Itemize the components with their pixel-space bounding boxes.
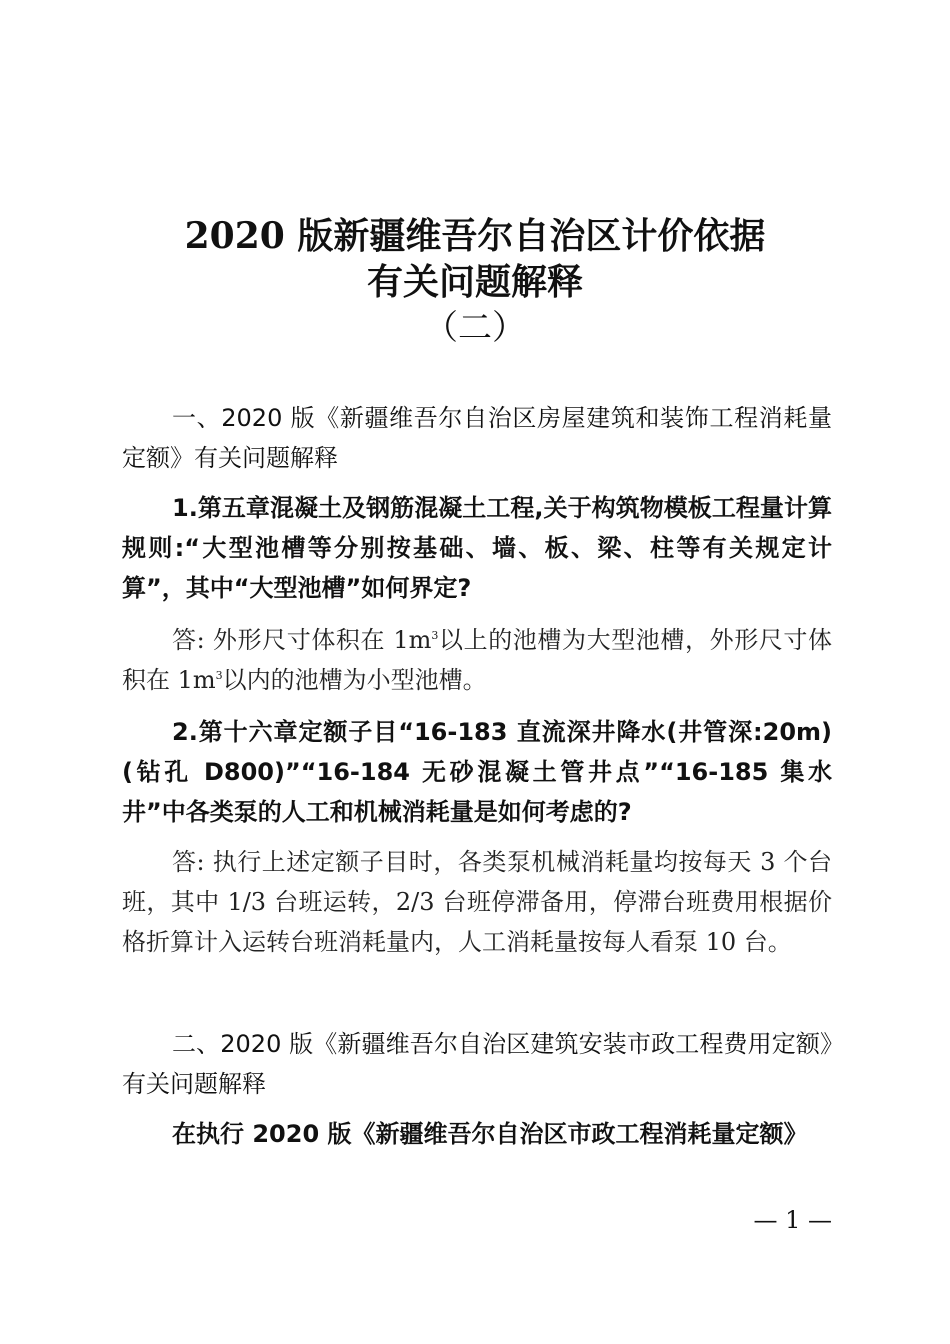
answer-2: 答: 执行上述定额子目时，各类泵机械消耗量均按每天 3 个台班，其中 1/3 台班运转，2/3 台班停滞备用，停滞台班费用根据价格折算计入运转台班消耗量内，人工消耗量按每人看泵 10 台。 bbox=[122, 848, 832, 956]
answer-1-text-a: 答: 外形尺寸体积在 1m bbox=[172, 626, 432, 654]
section2-heading: 二、2020 版《新疆维吾尔自治区建筑安装市政工程费用定额》有关问题解释 bbox=[122, 1030, 832, 1098]
section2-paragraph: 在执行 2020 版《新疆维吾尔自治区市政工程消耗量定额》 bbox=[172, 1120, 808, 1148]
answer-1-text-c: 以内的池槽为小型池槽。 bbox=[222, 666, 487, 694]
document-title-line1: 2020 版新疆维吾尔自治区计价依据 bbox=[184, 215, 766, 257]
answer-1-text-b: 以上的池槽为大型池槽，外形尺寸体积在 1m bbox=[122, 626, 833, 694]
document-title-line2: 有关问题解释 bbox=[366, 261, 583, 303]
page-number: — 1 — bbox=[753, 1206, 832, 1234]
question-2: 2.第十六章定额子目“16-183 直流深井降水(井管深:20m)(钻孔 D800)”“16-184 无砂混凝土管井点”“16-185 集水井”中各类泵的人工和机械消耗量是如何考虑的? bbox=[122, 718, 832, 826]
document-title-line3: （二） bbox=[424, 308, 526, 348]
answer-1-superscript-a: 3 bbox=[431, 629, 439, 642]
answer-1 bbox=[122, 620, 832, 700]
question-1: 1.第五章混凝土及钢筋混凝土工程,关于构筑物模板工程量计算规则:“大型池槽等分别按基础、墙、板、梁、柱等有关规定计算”，其中“大型池槽”如何界定? bbox=[122, 494, 832, 602]
answer-1-superscript-b: 3 bbox=[215, 669, 223, 682]
section1-heading: 一、2020 版《新疆维吾尔自治区房屋建筑和装饰工程消耗量定额》有关问题解释 bbox=[122, 404, 832, 472]
